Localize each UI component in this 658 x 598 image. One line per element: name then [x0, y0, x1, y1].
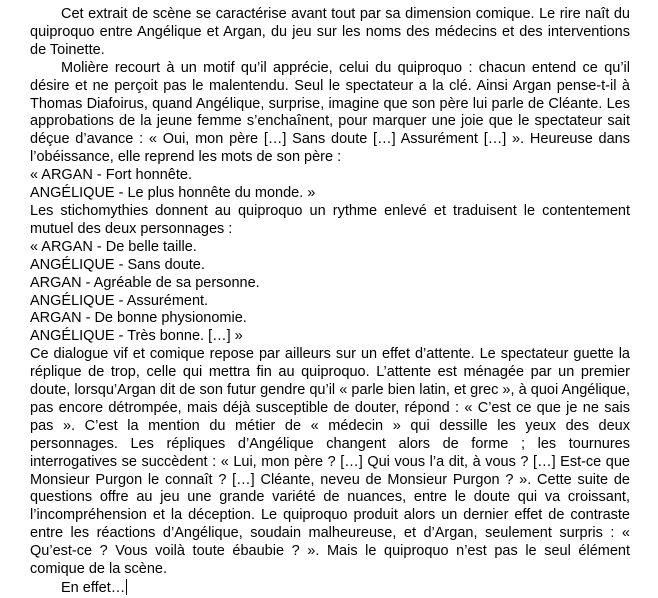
paragraph-quiproquo: Molière recourt à un motif qu’il apprécie, celui du quiproquo : chacun entend ce qu’il désire et ne perçoit pas le malentendu. Seul le spectateur a la clé. Ainsi Argan pense-t-il à Thomas Diafoirus, quand Angélique, surprise, imagine que son père lui parle de Cléante. Les approbations de la jeune femme s’enchaînent, pour marquer une joie que le spectateur sait déçue d’avance : « Oui, mon père […] Sans doute […] Assurément […] ». Heureuse dans l’obéissance, elle reprend les mots de son père :	[30, 59, 630, 166]
paragraph-stichomythies: Les stichomythies donnent au quiproquo un rythme enlevé et traduisent le contentement mutuel des deux personnages :	[30, 202, 630, 237]
paragraph-conclusion[interactable]	[30, 579, 630, 598]
document-body[interactable]	[30, 6, 630, 598]
conclusion-text: En effet…	[61, 580, 126, 596]
quote-line: « ARGAN - De belle taille.	[30, 238, 197, 255]
quote-line: ARGAN - Agréable de sa personne.	[30, 274, 260, 291]
quote-line: ANGÉLIQUE - Très bonne. […] »	[30, 328, 243, 345]
text-cursor	[126, 579, 127, 595]
quote-line: ANGÉLIQUE - Sans doute.	[30, 256, 205, 273]
quote-line: ANGÉLIQUE - Assurément.	[30, 292, 209, 309]
quote-line: ARGAN - De bonne physionomie.	[30, 310, 247, 327]
quote-line: ANGÉLIQUE - Le plus honnête du monde. »	[30, 185, 316, 202]
paragraph-attente: Ce dialogue vif et comique repose par ailleurs sur un effet d’attente. Le spectateur guette la réplique de trop, celle qui mettra fin au quiproquo. L’attente est ménagée par un premier doute, lorsqu’Argan dit de son futur gendre qu’il « parle bien latin, et grec », à quoi Angélique, pas encore détrompée, mais déjà susceptible de douter, répond : « C’est ce que je ne sais pas ». C’est la mention du métier de « médecin » qui dessille les yeux des deux personnages. Les répliques d’Angélique changent alors de forme ; les tournures interrogatives se succèdent : « Lui, mon père ? […] Qui vous l’a dit, à vous ? […] Est-ce que Monsieur Purgon le connaît ? […] Cléante, neveu de Monsieur Purgon ? ». Cette suite de questions offre au jeu une grande variété de nuances, entre le doute qui va croissant, l’incompréhension et la déception. Le quiproquo produit alors un dernier effet de contraste entre les réactions d’Angélique, soudain malheureuse, et d’Argan, seulement surpris : « Qu’est-ce ? Vous voilà toute ébaubie ? ». Mais le quiproquo n’est pas le seul élément comique de la scène.	[30, 346, 630, 578]
paragraph-intro: Cet extrait de scène se caractérise avant tout par sa dimension comique. Le rire naît du quiproquo entre Angélique et Argan, du jeu sur les noms des médecins et des interventions de Toinette.	[30, 6, 630, 58]
quote-line: « ARGAN - Fort honnête.	[30, 167, 192, 184]
